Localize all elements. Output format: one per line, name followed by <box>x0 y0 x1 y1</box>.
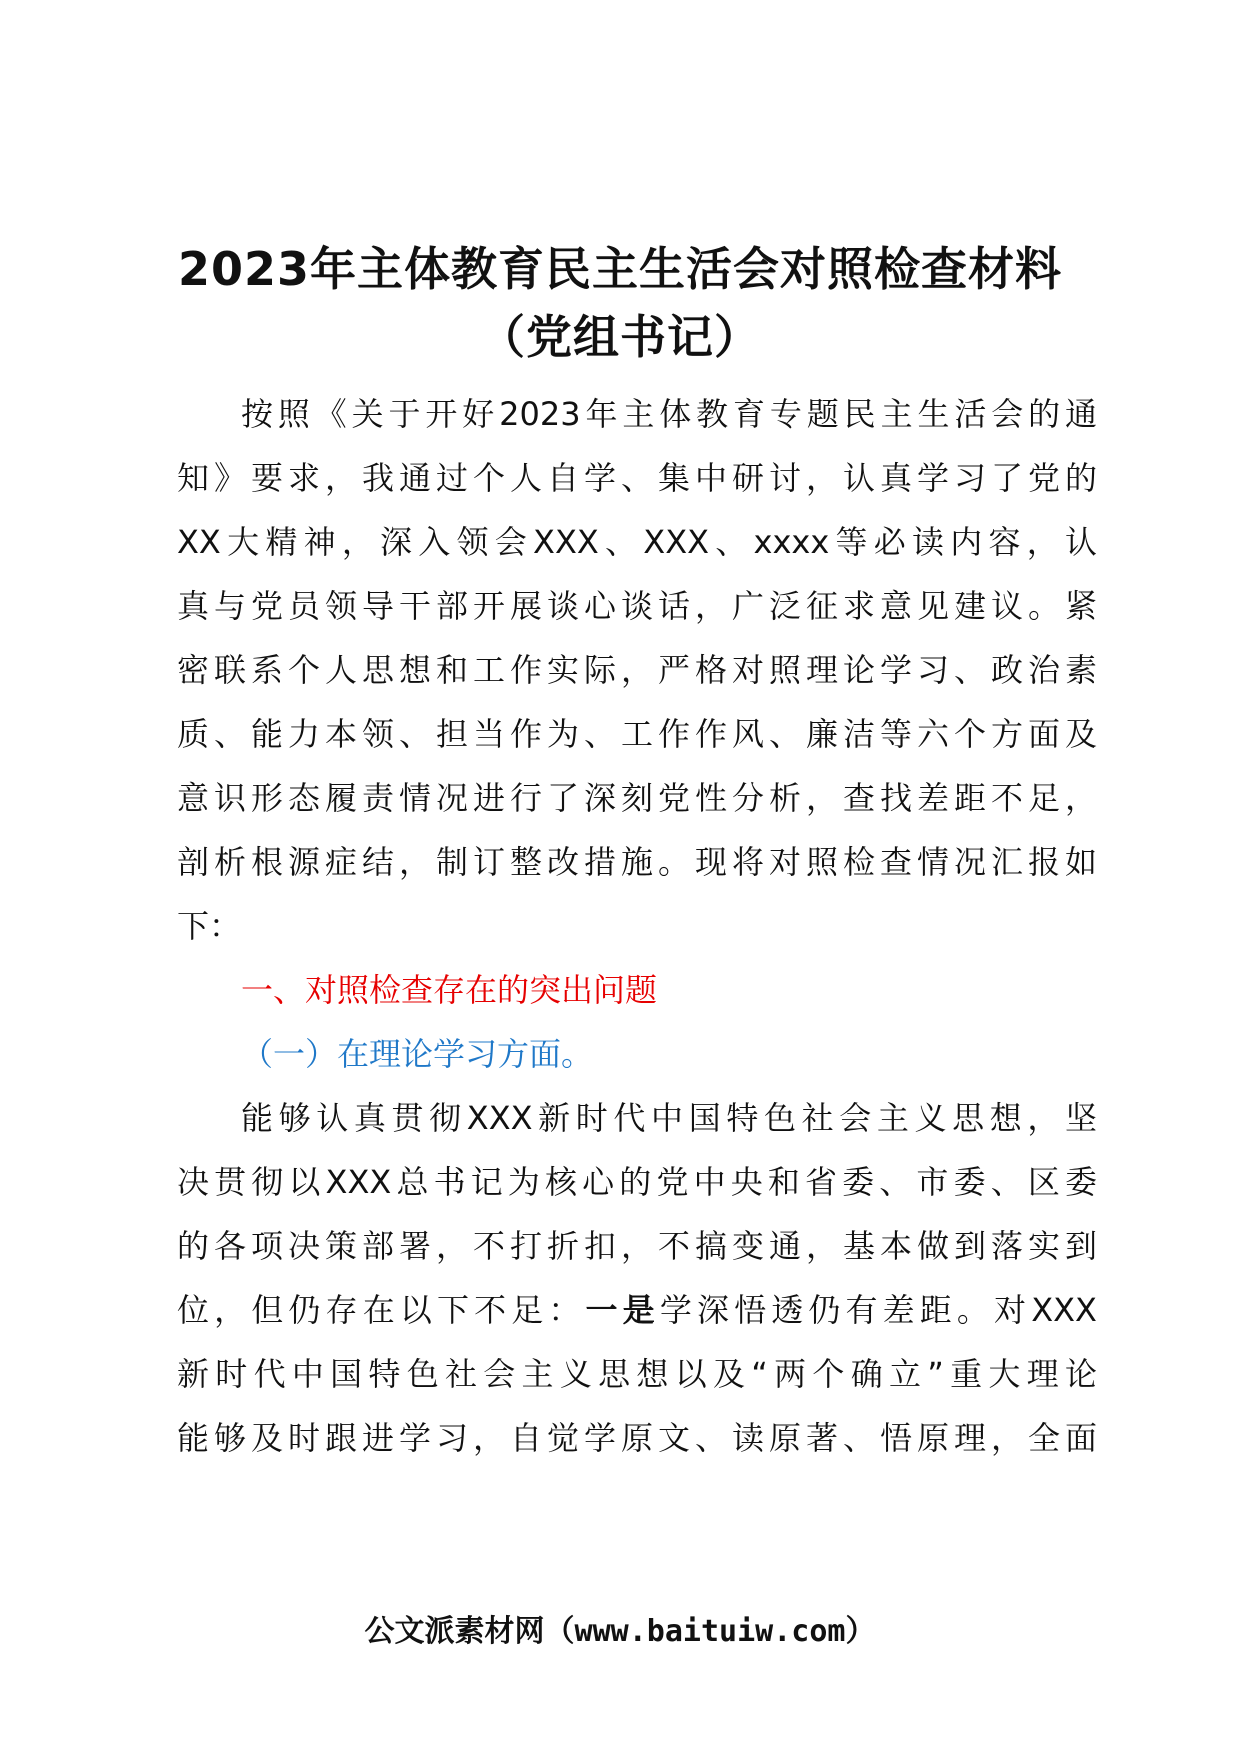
body-line: 能够认真贯彻XXX新时代中国特色社会主义思想，坚 <box>241 1099 1097 1137</box>
subsection-heading: （一）在理论学习方面。 <box>241 1035 594 1073</box>
point-marker: 一是 <box>585 1291 660 1329</box>
intro-line: 质、能力本领、担当作为、工作作风、廉洁等六个方面及 <box>177 715 1097 753</box>
intro-line: 下： <box>177 907 242 945</box>
intro-line: 剖析根源症结，制订整改措施。现将对照检查情况汇报如 <box>177 843 1097 881</box>
body-line: 的各项决策部署，不打折扣，不搞变通，基本做到落实到 <box>177 1227 1097 1265</box>
body-line-prefix: 位，但仍存在以下不足： <box>177 1291 586 1329</box>
footer-url: （www.baituiw.com） <box>544 1614 876 1649</box>
document-subtitle: （党组书记） <box>479 310 761 364</box>
section-heading: 一、对照检查存在的突出问题 <box>241 971 658 1009</box>
intro-line: XX大精神，深入领会XXX、XXX、xxxx等必读内容，认 <box>177 523 1097 561</box>
intro-line: 按照《关于开好2023年主体教育专题民主生活会的通 <box>241 395 1097 433</box>
body-line: 决贯彻以XXX总书记为核心的党中央和省委、市委、区委 <box>177 1163 1097 1201</box>
intro-line: 密联系个人思想和工作实际，严格对照理论学习、政治素 <box>177 651 1097 689</box>
document-body <box>177 382 1097 1470</box>
document-title: 2023年主体教育民主生活会对照检查材料 <box>177 242 1063 296</box>
body-line: 新时代中国特色社会主义思想以及“两个确立”重大理论 <box>177 1355 1097 1393</box>
page-footer <box>0 1610 1240 1654</box>
intro-line: 知》要求，我通过个人自学、集中研讨，认真学习了党的 <box>177 459 1097 497</box>
body-line-suffix: 学深悟透仍有差距。对XXX <box>659 1291 1097 1329</box>
intro-line: 真与党员领导干部开展谈心谈话，广泛征求意见建议。紧 <box>177 587 1097 625</box>
body-line <box>177 1278 1097 1342</box>
intro-line: 意识形态履责情况进行了深刻党性分析，查找差距不足， <box>177 779 1097 817</box>
footer-site-name: 公文派素材网 <box>364 1614 545 1649</box>
body-line: 能够及时跟进学习，自觉学原文、读原著、悟原理，全面 <box>177 1419 1097 1457</box>
